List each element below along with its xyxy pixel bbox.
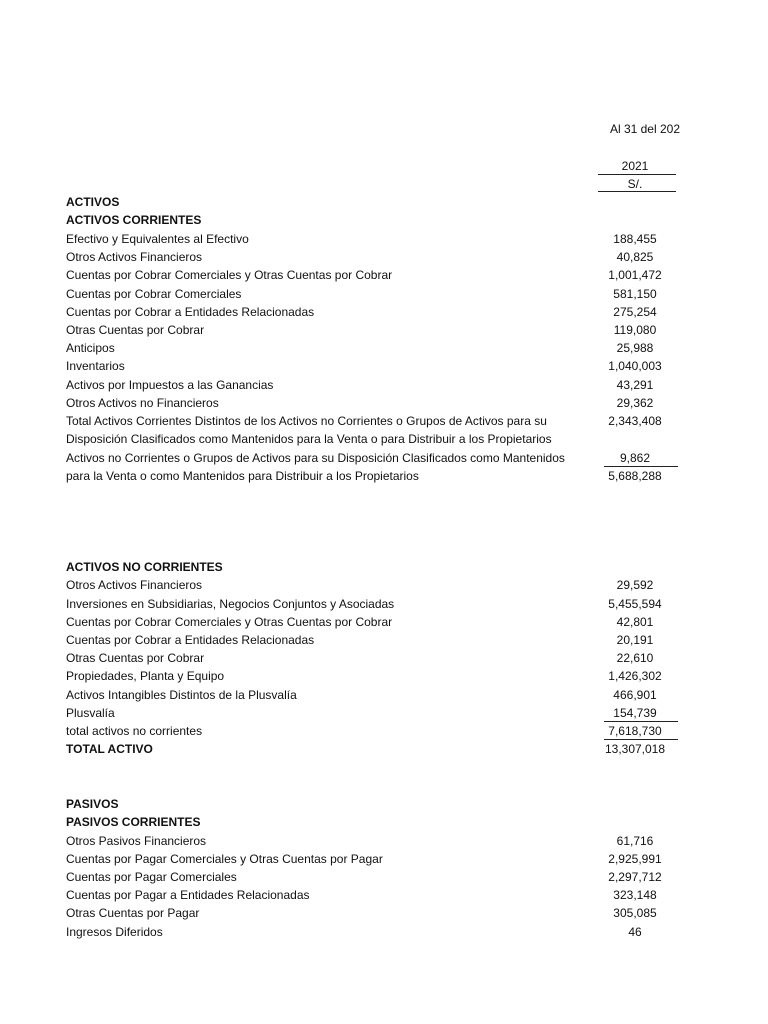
list-item-label: Otras Cuentas por Pagar [66, 906, 200, 920]
list-item-label: Cuentas por Cobrar a Entidades Relacionadas [66, 305, 315, 319]
list-item-value: 29,592 [616, 578, 654, 592]
list-item-value: 43,291 [616, 378, 654, 392]
total-activo-value: 13,307,018 [604, 742, 666, 756]
list-item-value: 1,001,472 [608, 268, 662, 282]
list-item-label: Cuentas por Cobrar Comerciales y Otras Cuentas por Cobrar [66, 615, 393, 629]
list-item-value: 25,988 [616, 341, 654, 355]
list-item-label: Activos por Impuestos a las Ganancias [66, 378, 274, 392]
total-activo-label: TOTAL ACTIVO [66, 742, 153, 756]
list-item-value: 61,716 [616, 834, 654, 848]
list-item-value: 42,801 [616, 615, 654, 629]
activos-title: ACTIVOS [66, 195, 120, 209]
total-distintos-value: 2,343,408 [608, 414, 662, 428]
list-item-value: 46 [628, 925, 642, 939]
list-item-value: 22,610 [616, 651, 654, 665]
list-item-label: Otros Activos Financieros [66, 578, 203, 592]
total-activo-rule [604, 739, 678, 740]
mantenidos-label-line2: para la Venta o como Mantenidos para Distribuir a los Propietarios [66, 469, 419, 483]
list-item-value: 188,455 [613, 232, 657, 246]
currency-header: S/. [627, 177, 643, 191]
year-underline [598, 174, 676, 175]
pasivos-corrientes-title: PASIVOS CORRIENTES [66, 815, 201, 829]
list-item-value: 119,080 [613, 323, 657, 337]
list-item-value: 5,455,594 [608, 597, 662, 611]
no-corrientes-subtotal-rule [604, 721, 678, 722]
list-item-label: Propiedades, Planta y Equipo [66, 669, 225, 683]
list-item-label: Activos Intangibles Distintos de la Plusvalía [66, 688, 297, 702]
list-item-label: Cuentas por Cobrar Comerciales y Otras Cuentas por Cobrar [66, 268, 393, 282]
currency-underline [598, 191, 676, 192]
mantenidos-label-line1: Activos no Corrientes o Grupos de Activos para su Disposición Clasificados como Mantenidos [66, 451, 565, 465]
list-item-value: 275,254 [613, 305, 657, 319]
list-item-label: Otras Cuentas por Cobrar [66, 651, 205, 665]
total-distintos-label-line2: Disposición Clasificados como Mantenidos para la Venta o para Distribuir a los Propietarios [66, 432, 552, 446]
pasivos-title: PASIVOS [66, 797, 119, 811]
no-corrientes-total-value: 7,618,730 [608, 724, 662, 738]
mantenidos-value: 9,862 [619, 451, 651, 465]
list-item-label: Cuentas por Pagar Comerciales y Otras Cuentas por Pagar [66, 852, 383, 866]
list-item-label: Inventarios [66, 359, 125, 373]
list-item-label: Cuentas por Cobrar Comerciales [66, 287, 242, 301]
list-item-value: 323,148 [613, 888, 657, 902]
activos-corrientes-title: ACTIVOS CORRIENTES [66, 213, 202, 227]
list-item-value: 154,739 [613, 706, 657, 720]
list-item-value: 581,150 [613, 287, 657, 301]
list-item-value: 1,426,302 [608, 669, 662, 683]
list-item-value: 466,901 [613, 688, 657, 702]
list-item-label: Cuentas por Pagar a Entidades Relacionadas [66, 888, 310, 902]
list-item-label: Efectivo y Equivalentes al Efectivo [66, 232, 249, 246]
activos-no-corrientes-title: ACTIVOS NO CORRIENTES [66, 560, 223, 574]
list-item-label: Otras Cuentas por Cobrar [66, 323, 205, 337]
list-item-value: 20,191 [616, 633, 654, 647]
list-item-label: Inversiones en Subsidiarias, Negocios Conjuntos y Asociadas [66, 597, 395, 611]
year-header: 2021 [621, 159, 649, 173]
list-item-label: Otros Activos no Financieros [66, 396, 219, 410]
list-item-label: Plusvalía [66, 706, 115, 720]
list-item-value: 305,085 [613, 906, 657, 920]
list-item-value: 1,040,003 [608, 359, 662, 373]
total-distintos-label-line1: Total Activos Corrientes Distintos de los Activos no Corrientes o Grupos de Activos para su [66, 414, 547, 428]
no-corrientes-total-label: total activos no corrientes [66, 724, 203, 738]
list-item-label: Cuentas por Cobrar a Entidades Relacionadas [66, 633, 315, 647]
activos-corrientes-total-value: 5,688,288 [608, 469, 662, 483]
list-item-label: Otros Pasivos Financieros [66, 834, 207, 848]
list-item-label: Cuentas por Pagar Comerciales [66, 870, 237, 884]
list-item-label: Otros Activos Financieros [66, 250, 203, 264]
list-item-value: 2,925,991 [608, 852, 662, 866]
list-item-value: 29,362 [616, 396, 654, 410]
subtotal-rule [604, 466, 678, 467]
list-item-label: Anticipos [66, 341, 115, 355]
list-item-value: 40,825 [616, 250, 654, 264]
list-item-value: 2,297,712 [608, 870, 662, 884]
list-item-label: Ingresos Diferidos [66, 925, 163, 939]
report-date: Al 31 del 202 [609, 122, 680, 136]
